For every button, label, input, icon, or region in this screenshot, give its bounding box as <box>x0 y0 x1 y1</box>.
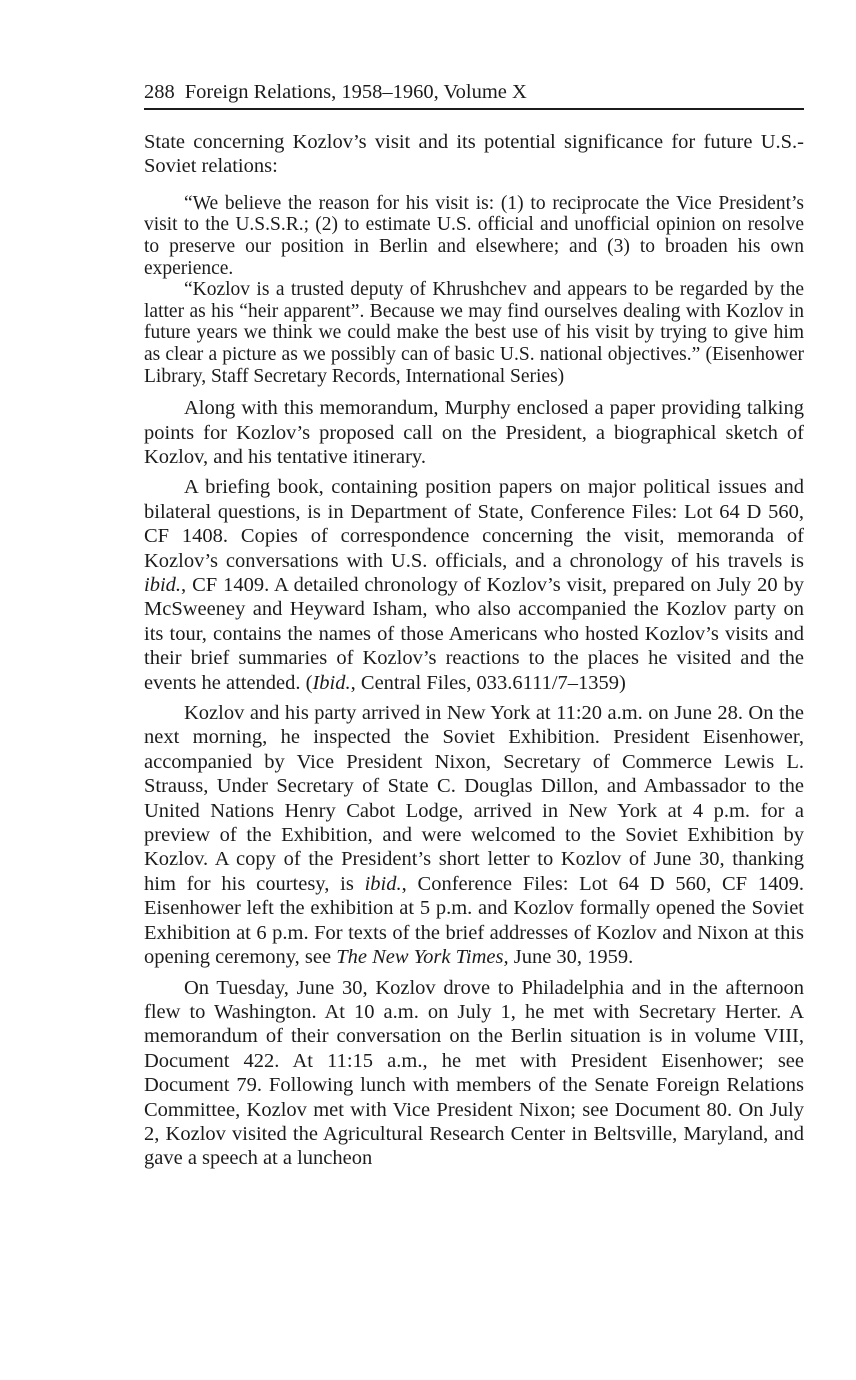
briefing-text-b: , CF 1409. A detailed chronology of Kozlov’s visit, prepared on July 20 by McSweeney and Heyward Isham, who also accompanied the Kozlov party on its tour, contains the names of those Americans who hosted Kozlov’s visits and their brief summaries of Kozlov’s reactions to the places he visited and the events he attended. ( <box>144 574 804 694</box>
ibid-citation: Ibid. <box>312 671 351 694</box>
paragraph-washington-visit: On Tuesday, June 30, Kozlov drove to Philadelphia and in the afternoon flew to Washington. At 10 a.m. on July 1, he met with Secretary Herter. A memorandum of their conversation on the Berlin situation is in volume VIII, Document 422. At 11:15 a.m., he met with President Eisenhower; see Document 79. Following lunch with members of the Senate Foreign Relations Committee, Kozlov met with Vice President Nixon; see Document 80. On July 2, Kozlov visited the Agricultural Research Center in Beltsville, Maryland, and gave a speech at a luncheon <box>144 976 804 1170</box>
newspaper-title: The New York Times, <box>336 946 509 969</box>
page-number: 288 <box>144 81 175 103</box>
quoted-paragraph-1: “We believe the reason for his visit is: (1) to reciprocate the Vice President’s visit to the U.S.S.R.; (2) to estimate U.S. official and unofficial opinion on resolve to preserve our position in Berlin and elsewhere; and (3) to broaden his own experience. <box>144 192 804 279</box>
running-header <box>144 78 804 110</box>
arrival-text-c: June 30, 1959. <box>508 946 634 969</box>
paragraph-new-york-arrival <box>144 701 804 969</box>
briefing-text-a: A briefing book, containing position papers on major political issues and bilateral questions, is in Department of State, Conference Files: Lot 64 D 560, CF 1408. Copies of correspondence concerning the visit, memoranda of Kozlov’s conversations with U.S. officials, and a chronology of his travels is <box>144 476 804 572</box>
ibid-citation: ibid. <box>364 872 402 895</box>
volume-title: Foreign Relations, 1958–1960, Volume X <box>184 81 527 103</box>
paragraph-briefing-book <box>144 475 804 695</box>
paragraph-intro: State concerning Kozlov’s visit and its potential significance for future U.S.-Soviet relations: <box>144 131 804 178</box>
briefing-text-c: , Central Files, 033.6111/7–1359) <box>350 671 626 694</box>
main-text <box>144 130 804 1171</box>
document-page <box>144 78 804 1171</box>
arrival-text-a: Kozlov and his party arrived in New York at 11:20 a.m. on June 28. On the next morning, he inspected the Soviet Exhibition. President Eisenhower, accompanied by Vice President Nixon, Secretary of Commerce Lewis L. Strauss, Under Secretary of State C. Douglas Dillon, and Ambassador to the United Nations Henry Cabot Lodge, arrived in New York at 4 p.m. for a preview of the Exhibition, and were welcomed to the Soviet Exhibition by Kozlov. A copy of the President’s short letter to Kozlov of June 30, thanking him for his courtesy, is <box>144 702 804 895</box>
arrival-text-b: , Conference Files: Lot 64 D 560, CF 1409. Eisenhower left the exhibition at 5 p.m. and Kozlov formally opened the Soviet Exhibition at 6 p.m. For texts of the brief addresses of Kozlov and Nixon at this opening ceremony, see <box>144 872 804 969</box>
quoted-paragraph-2: “Kozlov is a trusted deputy of Khrushchev and appears to be regarded by the latter as his “heir apparent”. Because we may find ourselves dealing with Kozlov in future years we think we could make the best use of his visit by trying to give him as clear a picture as we possibly can of basic U.S. national objectives.” (Eisenhower Library, Staff Secretary Records, International Series) <box>144 279 804 387</box>
ibid-citation: ibid. <box>144 574 182 596</box>
paragraph-memorandum: Along with this memorandum, Murphy enclosed a paper providing talking points for Kozlov’s proposed call on the President, a biographical sketch of Kozlov, and his tentative itinerary. <box>144 397 804 468</box>
